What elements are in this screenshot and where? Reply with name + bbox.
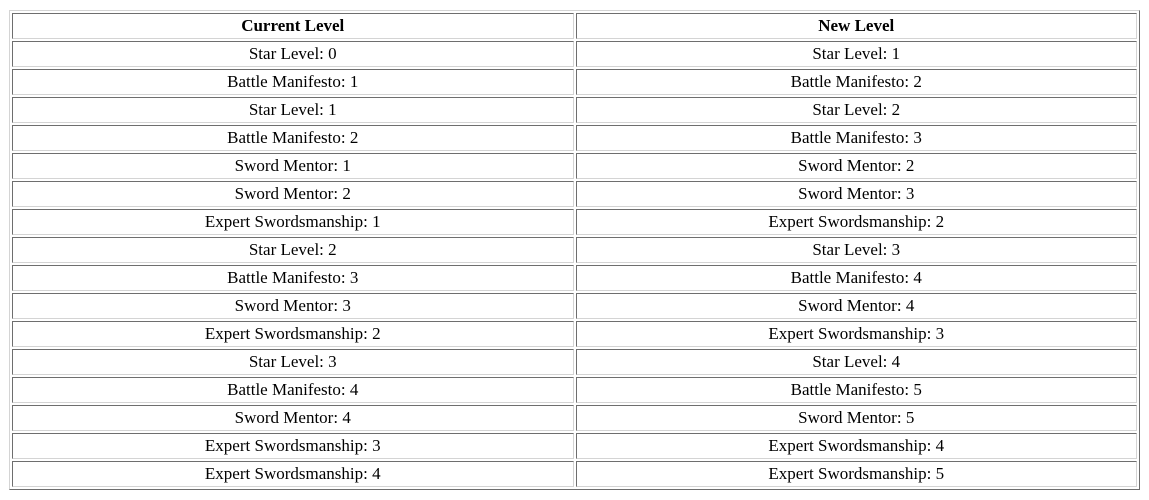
table-row xyxy=(12,349,1137,375)
levels-table xyxy=(9,10,1140,490)
new-level-cell: Sword Mentor: 2 xyxy=(576,153,1138,179)
current-level-cell: Expert Swordsmanship: 2 xyxy=(12,321,574,347)
header-current-level: Current Level xyxy=(12,13,574,39)
current-level-cell: Star Level: 1 xyxy=(12,97,574,123)
table-row xyxy=(12,69,1137,95)
table-row xyxy=(12,433,1137,459)
table-row xyxy=(12,97,1137,123)
table-row xyxy=(12,209,1137,235)
table-row xyxy=(12,377,1137,403)
table-row xyxy=(12,181,1137,207)
current-level-cell: Star Level: 2 xyxy=(12,237,574,263)
new-level-cell: Expert Swordsmanship: 3 xyxy=(576,321,1138,347)
current-level-cell: Sword Mentor: 1 xyxy=(12,153,574,179)
new-level-cell: Battle Manifesto: 4 xyxy=(576,265,1138,291)
new-level-cell: Battle Manifesto: 5 xyxy=(576,377,1138,403)
new-level-cell: Star Level: 3 xyxy=(576,237,1138,263)
table-header-row xyxy=(12,13,1137,39)
current-level-cell: Expert Swordsmanship: 3 xyxy=(12,433,574,459)
new-level-cell: Sword Mentor: 5 xyxy=(576,405,1138,431)
header-new-level: New Level xyxy=(576,13,1138,39)
table-row xyxy=(12,461,1137,487)
table-row xyxy=(12,265,1137,291)
new-level-cell: Star Level: 1 xyxy=(576,41,1138,67)
new-level-cell: Expert Swordsmanship: 5 xyxy=(576,461,1138,487)
current-level-cell: Battle Manifesto: 3 xyxy=(12,265,574,291)
table-row xyxy=(12,153,1137,179)
current-level-cell: Battle Manifesto: 4 xyxy=(12,377,574,403)
new-level-cell: Sword Mentor: 4 xyxy=(576,293,1138,319)
table-row xyxy=(12,293,1137,319)
new-level-cell: Star Level: 2 xyxy=(576,97,1138,123)
current-level-cell: Sword Mentor: 2 xyxy=(12,181,574,207)
new-level-cell: Sword Mentor: 3 xyxy=(576,181,1138,207)
new-level-cell: Expert Swordsmanship: 2 xyxy=(576,209,1138,235)
current-level-cell: Sword Mentor: 4 xyxy=(12,405,574,431)
table-row xyxy=(12,237,1137,263)
current-level-cell: Battle Manifesto: 2 xyxy=(12,125,574,151)
current-level-cell: Star Level: 3 xyxy=(12,349,574,375)
current-level-cell: Star Level: 0 xyxy=(12,41,574,67)
new-level-cell: Battle Manifesto: 2 xyxy=(576,69,1138,95)
current-level-cell: Expert Swordsmanship: 1 xyxy=(12,209,574,235)
current-level-cell: Sword Mentor: 3 xyxy=(12,293,574,319)
current-level-cell: Expert Swordsmanship: 4 xyxy=(12,461,574,487)
table-row xyxy=(12,405,1137,431)
current-level-cell: Battle Manifesto: 1 xyxy=(12,69,574,95)
new-level-cell: Expert Swordsmanship: 4 xyxy=(576,433,1138,459)
table-row xyxy=(12,125,1137,151)
table-row xyxy=(12,321,1137,347)
new-level-cell: Star Level: 4 xyxy=(576,349,1138,375)
table-row xyxy=(12,41,1137,67)
new-level-cell: Battle Manifesto: 3 xyxy=(576,125,1138,151)
